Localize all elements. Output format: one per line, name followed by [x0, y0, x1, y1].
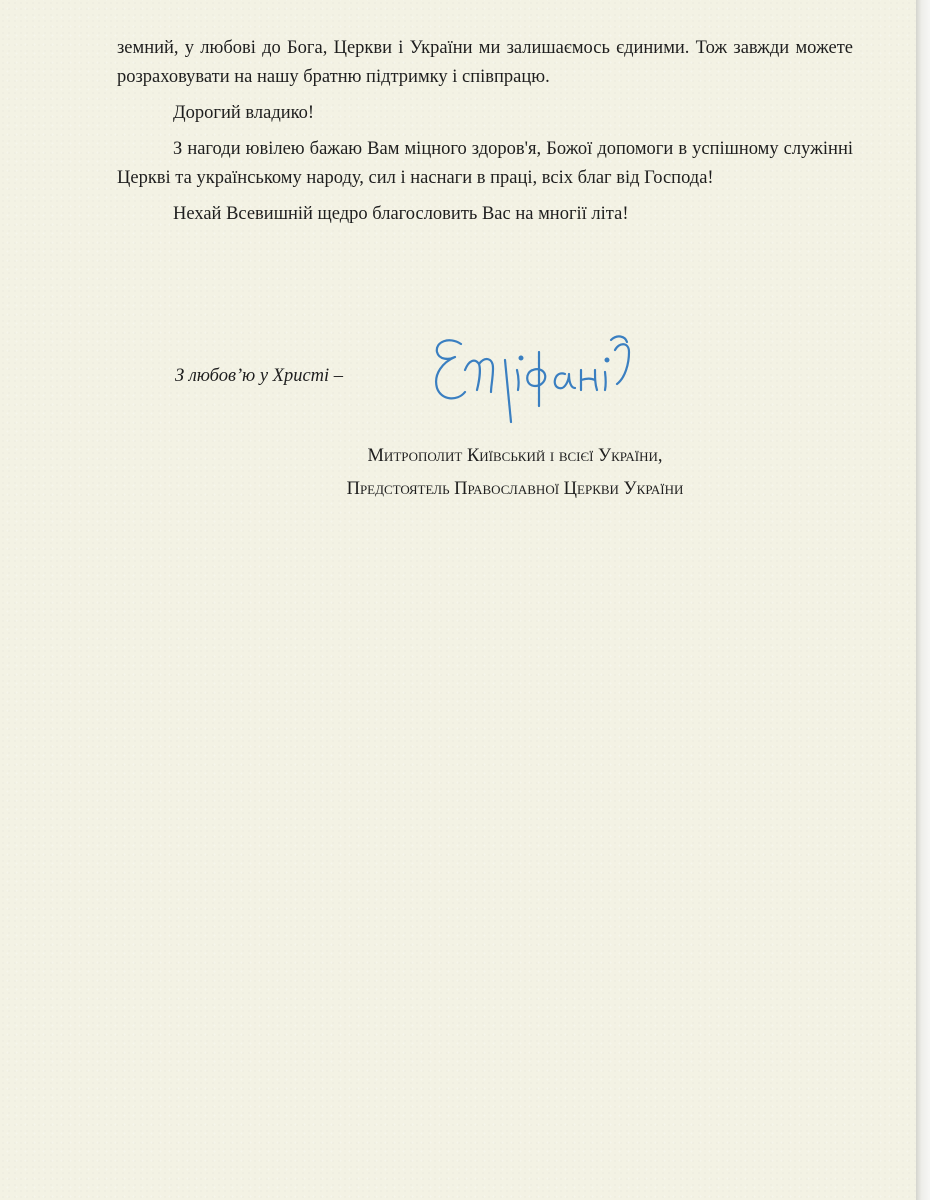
letter-body	[117, 34, 853, 236]
signer-title-line: Предстоятель Православної Церкви України	[346, 479, 684, 499]
handwritten-signature	[425, 330, 640, 425]
letter-blessing: Нехай Всевишній щедро благословить Вас на многії літа!	[173, 204, 629, 224]
letter-greeting: Дорогий владико!	[173, 103, 315, 123]
letter-paragraph: земний, у любові до Бога, Церкви і України ми залишаємось єдиними. Тож завжди можете розраховувати на нашу братню підтримку і співпрацю.	[117, 38, 853, 87]
closing-phrase: З любов’ю у Христі –	[175, 366, 344, 386]
page-edge	[916, 0, 930, 1200]
letter-paragraph: З нагоди ювілею бажаю Вам міцного здоров'я, Божої допомоги в успішному служінні Церкві та українському народу, сил і наснаги в праці, всіх благ від Господа!	[117, 139, 853, 188]
signer-titles	[290, 440, 740, 506]
signer-title-line: Митрополит Київський і всієї України,	[367, 446, 663, 466]
